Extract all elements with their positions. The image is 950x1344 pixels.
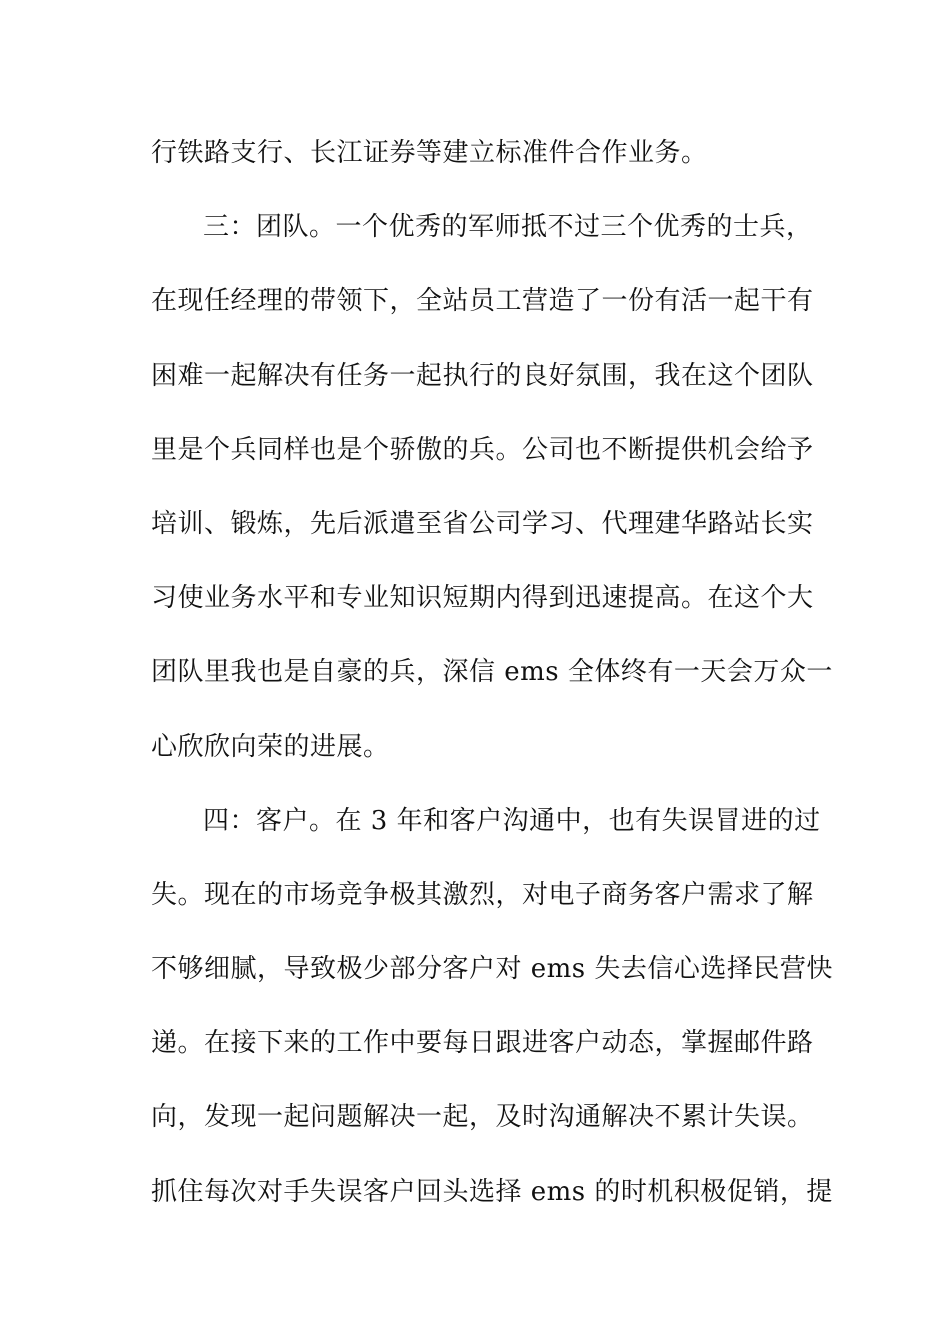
text-line: 递。在接下来的工作中要每日跟进客户动态，掌握邮件路 [151,1028,814,1059]
text-line: 困难一起解决有任务一起执行的良好氛围，我在这个团队 [151,360,814,391]
body-text [151,128,833,1241]
paragraph-start-line: 四：客户。在 3 年和客户沟通中，也有失误冒进的过 [203,805,821,836]
text-line: 培训、锻炼，先后派遣至省公司学习、代理建华路站长实 [151,508,814,539]
text-line: 团队里我也是自豪的兵，深信 ems 全体终有一天会万众一 [151,657,833,688]
text-line: 向，发现一起问题解决一起，及时沟通解决不累计失误。 [151,1102,814,1133]
text-line: 习使业务水平和专业知识短期内得到迅速提高。在这个大 [151,583,814,614]
text-line: 里是个兵同样也是个骄傲的兵。公司也不断提供机会给予 [151,434,814,465]
text-line: 抓住每次对手失误客户回头选择 ems 的时机积极促销，提 [151,1176,833,1207]
text-line: 不够细腻，导致极少部分客户对 ems 失去信心选择民营快 [151,954,833,985]
text-line: 失。现在的市场竞争极其激烈，对电子商务客户需求了解 [151,879,814,910]
text-line: 心欣欣向荣的进展。 [151,731,390,762]
text-line: 行铁路支行、长江证券等建立标准件合作业务。 [151,138,708,168]
paragraph-start-line: 三：团队。一个优秀的军师抵不过三个优秀的士兵， [203,212,813,243]
text-line: 在现任经理的带领下，全站员工营造了一份有活一起干有 [151,286,814,317]
